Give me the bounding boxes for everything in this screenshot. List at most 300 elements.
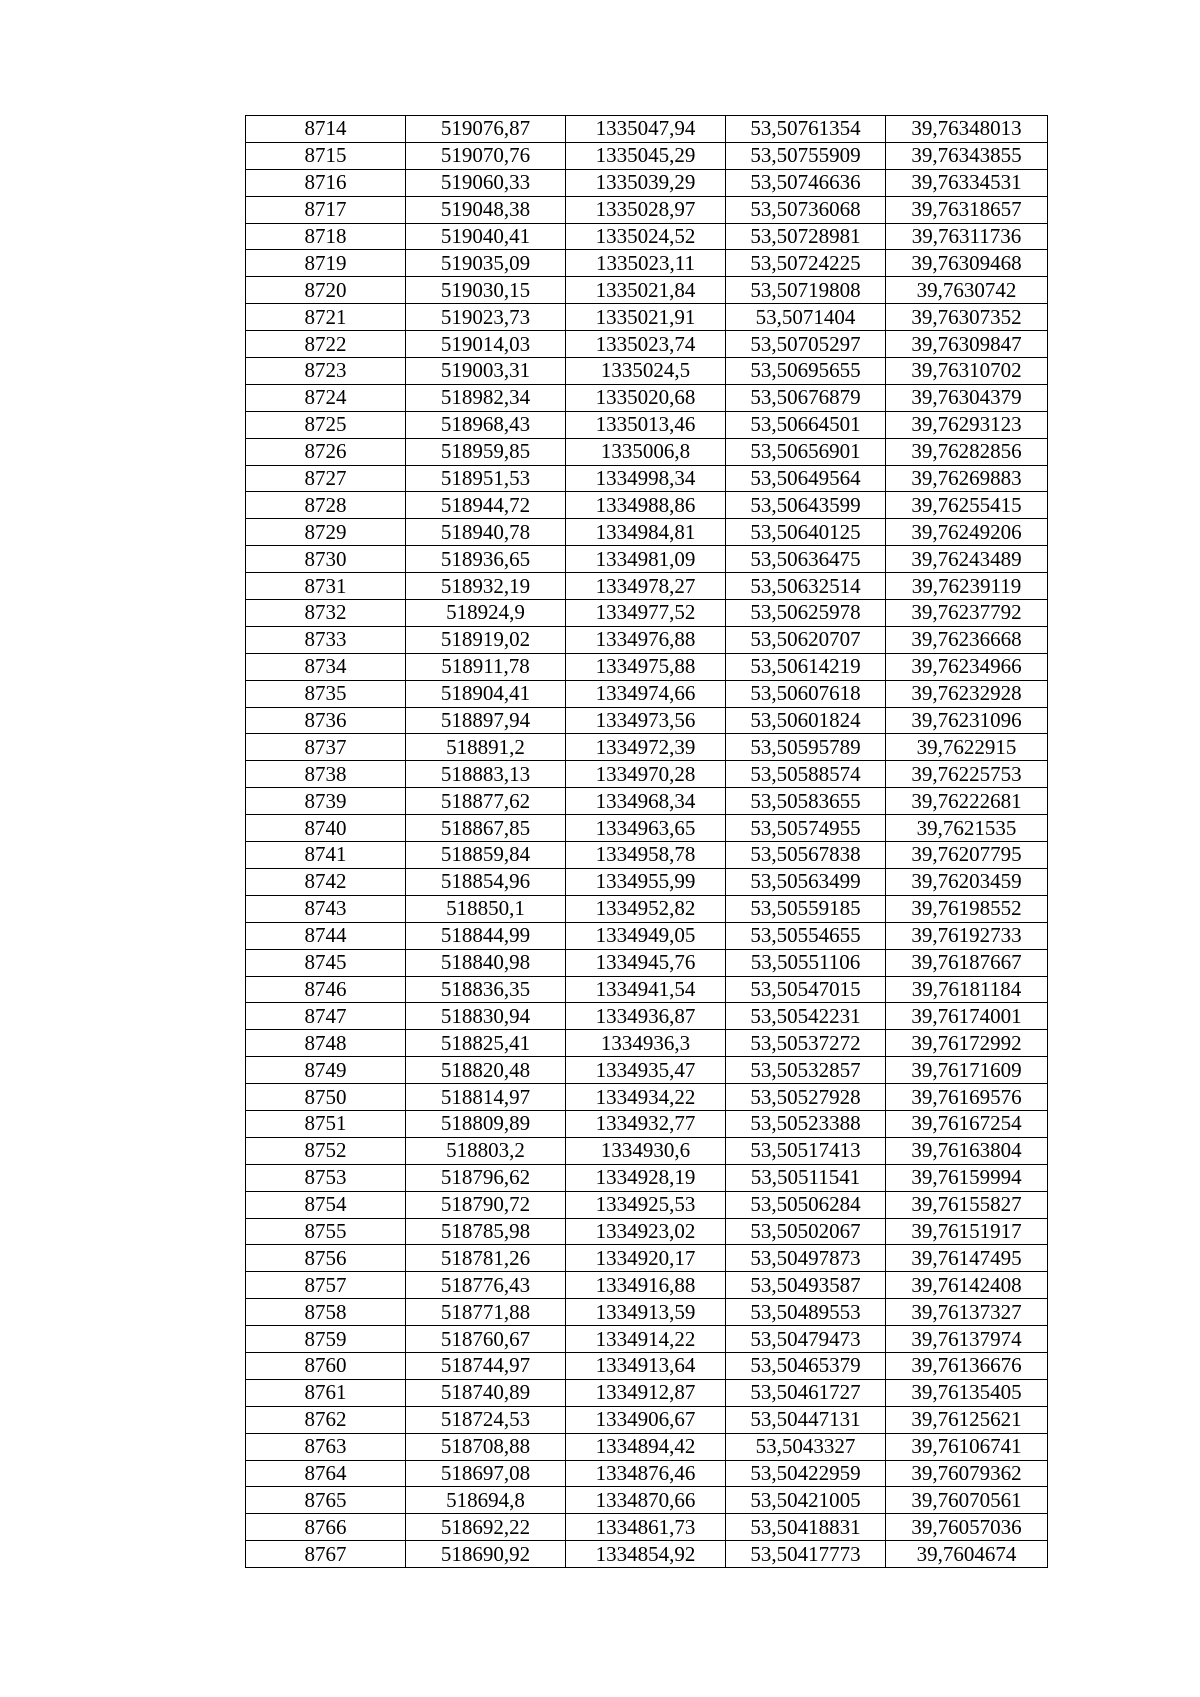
y-coordinate-cell: 1334981,09 bbox=[566, 546, 726, 573]
table-row bbox=[246, 842, 1048, 869]
x-coordinate-cell: 519014,03 bbox=[406, 331, 566, 358]
point-number-cell: 8728 bbox=[246, 492, 406, 519]
y-coordinate-cell: 1335028,97 bbox=[566, 196, 726, 223]
y-coordinate-cell: 1334934,22 bbox=[566, 1084, 726, 1111]
y-coordinate-cell: 1334894,42 bbox=[566, 1433, 726, 1460]
latitude-cell: 53,50502067 bbox=[726, 1218, 886, 1245]
latitude-cell: 53,50640125 bbox=[726, 519, 886, 546]
point-number-cell: 8766 bbox=[246, 1514, 406, 1541]
point-number-cell: 8735 bbox=[246, 680, 406, 707]
longitude-cell: 39,76255415 bbox=[886, 492, 1048, 519]
latitude-cell: 53,50489553 bbox=[726, 1299, 886, 1326]
y-coordinate-cell: 1334923,02 bbox=[566, 1218, 726, 1245]
longitude-cell: 39,76343855 bbox=[886, 142, 1048, 169]
longitude-cell: 39,76203459 bbox=[886, 868, 1048, 895]
y-coordinate-cell: 1335045,29 bbox=[566, 142, 726, 169]
latitude-cell: 53,50554655 bbox=[726, 922, 886, 949]
point-number-cell: 8721 bbox=[246, 304, 406, 331]
y-coordinate-cell: 1335024,52 bbox=[566, 223, 726, 250]
y-coordinate-cell: 1334913,64 bbox=[566, 1352, 726, 1379]
point-number-cell: 8717 bbox=[246, 196, 406, 223]
y-coordinate-cell: 1334963,65 bbox=[566, 815, 726, 842]
x-coordinate-cell: 518951,53 bbox=[406, 465, 566, 492]
latitude-cell: 53,50417773 bbox=[726, 1541, 886, 1568]
table-row bbox=[246, 304, 1048, 331]
table-row bbox=[246, 868, 1048, 895]
y-coordinate-cell: 1334932,77 bbox=[566, 1110, 726, 1137]
y-coordinate-cell: 1335023,11 bbox=[566, 250, 726, 277]
point-number-cell: 8761 bbox=[246, 1379, 406, 1406]
table-row bbox=[246, 384, 1048, 411]
point-number-cell: 8750 bbox=[246, 1084, 406, 1111]
x-coordinate-cell: 519035,09 bbox=[406, 250, 566, 277]
point-number-cell: 8718 bbox=[246, 223, 406, 250]
latitude-cell: 53,50532857 bbox=[726, 1057, 886, 1084]
longitude-cell: 39,76293123 bbox=[886, 411, 1048, 438]
point-number-cell: 8746 bbox=[246, 976, 406, 1003]
point-number-cell: 8737 bbox=[246, 734, 406, 761]
table-row bbox=[246, 1218, 1048, 1245]
longitude-cell: 39,76167254 bbox=[886, 1110, 1048, 1137]
point-number-cell: 8739 bbox=[246, 788, 406, 815]
latitude-cell: 53,50511541 bbox=[726, 1164, 886, 1191]
coordinates-table bbox=[245, 115, 1048, 1568]
latitude-cell: 53,50724225 bbox=[726, 250, 886, 277]
table-row bbox=[246, 1326, 1048, 1353]
point-number-cell: 8765 bbox=[246, 1487, 406, 1514]
table-row bbox=[246, 653, 1048, 680]
table-row bbox=[246, 761, 1048, 788]
longitude-cell: 39,7604674 bbox=[886, 1541, 1048, 1568]
longitude-cell: 39,76249206 bbox=[886, 519, 1048, 546]
point-number-cell: 8748 bbox=[246, 1030, 406, 1057]
point-number-cell: 8732 bbox=[246, 600, 406, 627]
longitude-cell: 39,76232928 bbox=[886, 680, 1048, 707]
latitude-cell: 53,50649564 bbox=[726, 465, 886, 492]
table-row bbox=[246, 1030, 1048, 1057]
latitude-cell: 53,50551106 bbox=[726, 949, 886, 976]
point-number-cell: 8751 bbox=[246, 1110, 406, 1137]
table-row bbox=[246, 1352, 1048, 1379]
latitude-cell: 53,50728981 bbox=[726, 223, 886, 250]
y-coordinate-cell: 1334912,87 bbox=[566, 1379, 726, 1406]
y-coordinate-cell: 1335006,8 bbox=[566, 438, 726, 465]
point-number-cell: 8743 bbox=[246, 895, 406, 922]
point-number-cell: 8759 bbox=[246, 1326, 406, 1353]
y-coordinate-cell: 1334949,05 bbox=[566, 922, 726, 949]
point-number-cell: 8716 bbox=[246, 169, 406, 196]
point-number-cell: 8760 bbox=[246, 1352, 406, 1379]
longitude-cell: 39,7630742 bbox=[886, 277, 1048, 304]
point-number-cell: 8758 bbox=[246, 1299, 406, 1326]
table-row bbox=[246, 1433, 1048, 1460]
longitude-cell: 39,76192733 bbox=[886, 922, 1048, 949]
table-row bbox=[246, 465, 1048, 492]
point-number-cell: 8714 bbox=[246, 116, 406, 143]
latitude-cell: 53,50418831 bbox=[726, 1514, 886, 1541]
table-row bbox=[246, 142, 1048, 169]
point-number-cell: 8730 bbox=[246, 546, 406, 573]
y-coordinate-cell: 1335021,91 bbox=[566, 304, 726, 331]
table-row bbox=[246, 1003, 1048, 1030]
y-coordinate-cell: 1334925,53 bbox=[566, 1191, 726, 1218]
point-number-cell: 8745 bbox=[246, 949, 406, 976]
table-row bbox=[246, 546, 1048, 573]
point-number-cell: 8724 bbox=[246, 384, 406, 411]
longitude-cell: 39,76309468 bbox=[886, 250, 1048, 277]
x-coordinate-cell: 518877,62 bbox=[406, 788, 566, 815]
x-coordinate-cell: 518904,41 bbox=[406, 680, 566, 707]
table-row bbox=[246, 1272, 1048, 1299]
table-row bbox=[246, 277, 1048, 304]
y-coordinate-cell: 1334920,17 bbox=[566, 1245, 726, 1272]
x-coordinate-cell: 518790,72 bbox=[406, 1191, 566, 1218]
y-coordinate-cell: 1334974,66 bbox=[566, 680, 726, 707]
longitude-cell: 39,76304379 bbox=[886, 384, 1048, 411]
latitude-cell: 53,50625978 bbox=[726, 600, 886, 627]
latitude-cell: 53,50595789 bbox=[726, 734, 886, 761]
latitude-cell: 53,50607618 bbox=[726, 680, 886, 707]
x-coordinate-cell: 518796,62 bbox=[406, 1164, 566, 1191]
table-row bbox=[246, 223, 1048, 250]
y-coordinate-cell: 1334945,76 bbox=[566, 949, 726, 976]
point-number-cell: 8749 bbox=[246, 1057, 406, 1084]
table-row bbox=[246, 788, 1048, 815]
table-row bbox=[246, 626, 1048, 653]
latitude-cell: 53,50461727 bbox=[726, 1379, 886, 1406]
latitude-cell: 53,50664501 bbox=[726, 411, 886, 438]
table-row bbox=[246, 922, 1048, 949]
coordinates-table-body bbox=[246, 116, 1048, 1568]
x-coordinate-cell: 518883,13 bbox=[406, 761, 566, 788]
longitude-cell: 39,7621535 bbox=[886, 815, 1048, 842]
point-number-cell: 8734 bbox=[246, 653, 406, 680]
x-coordinate-cell: 518844,99 bbox=[406, 922, 566, 949]
latitude-cell: 53,50614219 bbox=[726, 653, 886, 680]
latitude-cell: 53,50588574 bbox=[726, 761, 886, 788]
point-number-cell: 8725 bbox=[246, 411, 406, 438]
x-coordinate-cell: 519048,38 bbox=[406, 196, 566, 223]
longitude-cell: 39,76269883 bbox=[886, 465, 1048, 492]
y-coordinate-cell: 1334976,88 bbox=[566, 626, 726, 653]
x-coordinate-cell: 518982,34 bbox=[406, 384, 566, 411]
table-row bbox=[246, 1406, 1048, 1433]
x-coordinate-cell: 518924,9 bbox=[406, 600, 566, 627]
longitude-cell: 39,76079362 bbox=[886, 1460, 1048, 1487]
latitude-cell: 53,50517413 bbox=[726, 1137, 886, 1164]
table-row bbox=[246, 707, 1048, 734]
table-row bbox=[246, 1487, 1048, 1514]
point-number-cell: 8747 bbox=[246, 1003, 406, 1030]
x-coordinate-cell: 518744,97 bbox=[406, 1352, 566, 1379]
latitude-cell: 53,50695655 bbox=[726, 358, 886, 385]
latitude-cell: 53,50736068 bbox=[726, 196, 886, 223]
longitude-cell: 39,76237792 bbox=[886, 600, 1048, 627]
latitude-cell: 53,5071404 bbox=[726, 304, 886, 331]
latitude-cell: 53,50656901 bbox=[726, 438, 886, 465]
table-row bbox=[246, 1245, 1048, 1272]
x-coordinate-cell: 518825,41 bbox=[406, 1030, 566, 1057]
y-coordinate-cell: 1334972,39 bbox=[566, 734, 726, 761]
longitude-cell: 39,76070561 bbox=[886, 1487, 1048, 1514]
latitude-cell: 53,50559185 bbox=[726, 895, 886, 922]
y-coordinate-cell: 1334876,46 bbox=[566, 1460, 726, 1487]
point-number-cell: 8754 bbox=[246, 1191, 406, 1218]
x-coordinate-cell: 518891,2 bbox=[406, 734, 566, 761]
point-number-cell: 8738 bbox=[246, 761, 406, 788]
latitude-cell: 53,50567838 bbox=[726, 842, 886, 869]
y-coordinate-cell: 1334973,56 bbox=[566, 707, 726, 734]
x-coordinate-cell: 518850,1 bbox=[406, 895, 566, 922]
table-row bbox=[246, 815, 1048, 842]
y-coordinate-cell: 1334955,99 bbox=[566, 868, 726, 895]
y-coordinate-cell: 1334936,3 bbox=[566, 1030, 726, 1057]
x-coordinate-cell: 518781,26 bbox=[406, 1245, 566, 1272]
table-row bbox=[246, 1514, 1048, 1541]
table-row bbox=[246, 1191, 1048, 1218]
point-number-cell: 8733 bbox=[246, 626, 406, 653]
longitude-cell: 39,76155827 bbox=[886, 1191, 1048, 1218]
latitude-cell: 53,50563499 bbox=[726, 868, 886, 895]
longitude-cell: 39,76136676 bbox=[886, 1352, 1048, 1379]
table-row bbox=[246, 1541, 1048, 1568]
x-coordinate-cell: 518830,94 bbox=[406, 1003, 566, 1030]
table-row bbox=[246, 1137, 1048, 1164]
point-number-cell: 8719 bbox=[246, 250, 406, 277]
longitude-cell: 39,76309847 bbox=[886, 331, 1048, 358]
y-coordinate-cell: 1334988,86 bbox=[566, 492, 726, 519]
point-number-cell: 8744 bbox=[246, 922, 406, 949]
latitude-cell: 53,50746636 bbox=[726, 169, 886, 196]
point-number-cell: 8736 bbox=[246, 707, 406, 734]
table-row bbox=[246, 492, 1048, 519]
table-row bbox=[246, 519, 1048, 546]
x-coordinate-cell: 519023,73 bbox=[406, 304, 566, 331]
x-coordinate-cell: 518867,85 bbox=[406, 815, 566, 842]
latitude-cell: 53,50421005 bbox=[726, 1487, 886, 1514]
point-number-cell: 8740 bbox=[246, 815, 406, 842]
y-coordinate-cell: 1335039,29 bbox=[566, 169, 726, 196]
y-coordinate-cell: 1334906,67 bbox=[566, 1406, 726, 1433]
x-coordinate-cell: 518690,92 bbox=[406, 1541, 566, 1568]
longitude-cell: 39,76239119 bbox=[886, 573, 1048, 600]
table-row bbox=[246, 680, 1048, 707]
y-coordinate-cell: 1335020,68 bbox=[566, 384, 726, 411]
point-number-cell: 8755 bbox=[246, 1218, 406, 1245]
y-coordinate-cell: 1334854,92 bbox=[566, 1541, 726, 1568]
table-row bbox=[246, 1110, 1048, 1137]
x-coordinate-cell: 518919,02 bbox=[406, 626, 566, 653]
longitude-cell: 39,76151917 bbox=[886, 1218, 1048, 1245]
latitude-cell: 53,50422959 bbox=[726, 1460, 886, 1487]
longitude-cell: 39,76159994 bbox=[886, 1164, 1048, 1191]
table-row bbox=[246, 331, 1048, 358]
point-number-cell: 8715 bbox=[246, 142, 406, 169]
longitude-cell: 39,76181184 bbox=[886, 976, 1048, 1003]
longitude-cell: 39,76236668 bbox=[886, 626, 1048, 653]
longitude-cell: 39,76147495 bbox=[886, 1245, 1048, 1272]
latitude-cell: 53,50755909 bbox=[726, 142, 886, 169]
latitude-cell: 53,50479473 bbox=[726, 1326, 886, 1353]
y-coordinate-cell: 1335047,94 bbox=[566, 116, 726, 143]
table-row bbox=[246, 1299, 1048, 1326]
table-row bbox=[246, 1379, 1048, 1406]
latitude-cell: 53,50506284 bbox=[726, 1191, 886, 1218]
point-number-cell: 8742 bbox=[246, 868, 406, 895]
y-coordinate-cell: 1334970,28 bbox=[566, 761, 726, 788]
y-coordinate-cell: 1334952,82 bbox=[566, 895, 726, 922]
longitude-cell: 39,76311736 bbox=[886, 223, 1048, 250]
longitude-cell: 39,76137974 bbox=[886, 1326, 1048, 1353]
x-coordinate-cell: 518692,22 bbox=[406, 1514, 566, 1541]
point-number-cell: 8764 bbox=[246, 1460, 406, 1487]
x-coordinate-cell: 518911,78 bbox=[406, 653, 566, 680]
x-coordinate-cell: 518854,96 bbox=[406, 868, 566, 895]
point-number-cell: 8763 bbox=[246, 1433, 406, 1460]
longitude-cell: 39,76198552 bbox=[886, 895, 1048, 922]
longitude-cell: 39,76057036 bbox=[886, 1514, 1048, 1541]
y-coordinate-cell: 1334984,81 bbox=[566, 519, 726, 546]
longitude-cell: 39,76348013 bbox=[886, 116, 1048, 143]
table-row bbox=[246, 358, 1048, 385]
y-coordinate-cell: 1335021,84 bbox=[566, 277, 726, 304]
x-coordinate-cell: 518785,98 bbox=[406, 1218, 566, 1245]
y-coordinate-cell: 1334998,34 bbox=[566, 465, 726, 492]
latitude-cell: 53,50676879 bbox=[726, 384, 886, 411]
longitude-cell: 39,76222681 bbox=[886, 788, 1048, 815]
x-coordinate-cell: 518803,2 bbox=[406, 1137, 566, 1164]
longitude-cell: 39,76318657 bbox=[886, 196, 1048, 223]
x-coordinate-cell: 518968,43 bbox=[406, 411, 566, 438]
table-row bbox=[246, 949, 1048, 976]
longitude-cell: 39,76163804 bbox=[886, 1137, 1048, 1164]
table-row bbox=[246, 411, 1048, 438]
y-coordinate-cell: 1334916,88 bbox=[566, 1272, 726, 1299]
y-coordinate-cell: 1335023,74 bbox=[566, 331, 726, 358]
point-number-cell: 8731 bbox=[246, 573, 406, 600]
x-coordinate-cell: 519040,41 bbox=[406, 223, 566, 250]
latitude-cell: 53,50719808 bbox=[726, 277, 886, 304]
x-coordinate-cell: 519070,76 bbox=[406, 142, 566, 169]
longitude-cell: 39,7622915 bbox=[886, 734, 1048, 761]
latitude-cell: 53,50547015 bbox=[726, 976, 886, 1003]
latitude-cell: 53,50643599 bbox=[726, 492, 886, 519]
latitude-cell: 53,50447131 bbox=[726, 1406, 886, 1433]
latitude-cell: 53,50761354 bbox=[726, 116, 886, 143]
latitude-cell: 53,50632514 bbox=[726, 573, 886, 600]
longitude-cell: 39,76282856 bbox=[886, 438, 1048, 465]
point-number-cell: 8726 bbox=[246, 438, 406, 465]
x-coordinate-cell: 518740,89 bbox=[406, 1379, 566, 1406]
point-number-cell: 8741 bbox=[246, 842, 406, 869]
y-coordinate-cell: 1334935,47 bbox=[566, 1057, 726, 1084]
longitude-cell: 39,76172992 bbox=[886, 1030, 1048, 1057]
latitude-cell: 53,50636475 bbox=[726, 546, 886, 573]
y-coordinate-cell: 1334914,22 bbox=[566, 1326, 726, 1353]
y-coordinate-cell: 1334930,6 bbox=[566, 1137, 726, 1164]
x-coordinate-cell: 518944,72 bbox=[406, 492, 566, 519]
longitude-cell: 39,76234966 bbox=[886, 653, 1048, 680]
longitude-cell: 39,76225753 bbox=[886, 761, 1048, 788]
x-coordinate-cell: 519003,31 bbox=[406, 358, 566, 385]
longitude-cell: 39,76137327 bbox=[886, 1299, 1048, 1326]
table-row bbox=[246, 1084, 1048, 1111]
x-coordinate-cell: 518814,97 bbox=[406, 1084, 566, 1111]
latitude-cell: 53,50537272 bbox=[726, 1030, 886, 1057]
y-coordinate-cell: 1334975,88 bbox=[566, 653, 726, 680]
y-coordinate-cell: 1335024,5 bbox=[566, 358, 726, 385]
longitude-cell: 39,76187667 bbox=[886, 949, 1048, 976]
y-coordinate-cell: 1334936,87 bbox=[566, 1003, 726, 1030]
longitude-cell: 39,76174001 bbox=[886, 1003, 1048, 1030]
point-number-cell: 8729 bbox=[246, 519, 406, 546]
table-row bbox=[246, 600, 1048, 627]
x-coordinate-cell: 518959,85 bbox=[406, 438, 566, 465]
latitude-cell: 53,50523388 bbox=[726, 1110, 886, 1137]
longitude-cell: 39,76106741 bbox=[886, 1433, 1048, 1460]
table-row bbox=[246, 1460, 1048, 1487]
table-row bbox=[246, 1164, 1048, 1191]
latitude-cell: 53,50620707 bbox=[726, 626, 886, 653]
point-number-cell: 8753 bbox=[246, 1164, 406, 1191]
table-row bbox=[246, 976, 1048, 1003]
table-row bbox=[246, 250, 1048, 277]
y-coordinate-cell: 1334977,52 bbox=[566, 600, 726, 627]
y-coordinate-cell: 1334958,78 bbox=[566, 842, 726, 869]
longitude-cell: 39,76307352 bbox=[886, 304, 1048, 331]
latitude-cell: 53,50465379 bbox=[726, 1352, 886, 1379]
x-coordinate-cell: 518776,43 bbox=[406, 1272, 566, 1299]
point-number-cell: 8762 bbox=[246, 1406, 406, 1433]
x-coordinate-cell: 518940,78 bbox=[406, 519, 566, 546]
longitude-cell: 39,76231096 bbox=[886, 707, 1048, 734]
point-number-cell: 8767 bbox=[246, 1541, 406, 1568]
table-row bbox=[246, 734, 1048, 761]
x-coordinate-cell: 518932,19 bbox=[406, 573, 566, 600]
table-row bbox=[246, 169, 1048, 196]
x-coordinate-cell: 518836,35 bbox=[406, 976, 566, 1003]
x-coordinate-cell: 518760,67 bbox=[406, 1326, 566, 1353]
point-number-cell: 8720 bbox=[246, 277, 406, 304]
longitude-cell: 39,76125621 bbox=[886, 1406, 1048, 1433]
point-number-cell: 8757 bbox=[246, 1272, 406, 1299]
table-row bbox=[246, 438, 1048, 465]
longitude-cell: 39,76310702 bbox=[886, 358, 1048, 385]
x-coordinate-cell: 518694,8 bbox=[406, 1487, 566, 1514]
longitude-cell: 39,76135405 bbox=[886, 1379, 1048, 1406]
longitude-cell: 39,76207795 bbox=[886, 842, 1048, 869]
y-coordinate-cell: 1334913,59 bbox=[566, 1299, 726, 1326]
latitude-cell: 53,50493587 bbox=[726, 1272, 886, 1299]
table-row bbox=[246, 895, 1048, 922]
x-coordinate-cell: 518771,88 bbox=[406, 1299, 566, 1326]
table-row bbox=[246, 116, 1048, 143]
y-coordinate-cell: 1334968,34 bbox=[566, 788, 726, 815]
point-number-cell: 8756 bbox=[246, 1245, 406, 1272]
y-coordinate-cell: 1334870,66 bbox=[566, 1487, 726, 1514]
x-coordinate-cell: 519060,33 bbox=[406, 169, 566, 196]
longitude-cell: 39,76334531 bbox=[886, 169, 1048, 196]
x-coordinate-cell: 519076,87 bbox=[406, 116, 566, 143]
table-row bbox=[246, 196, 1048, 223]
x-coordinate-cell: 518697,08 bbox=[406, 1460, 566, 1487]
point-number-cell: 8727 bbox=[246, 465, 406, 492]
table-row bbox=[246, 573, 1048, 600]
y-coordinate-cell: 1334928,19 bbox=[566, 1164, 726, 1191]
x-coordinate-cell: 518936,65 bbox=[406, 546, 566, 573]
point-number-cell: 8722 bbox=[246, 331, 406, 358]
latitude-cell: 53,50583655 bbox=[726, 788, 886, 815]
